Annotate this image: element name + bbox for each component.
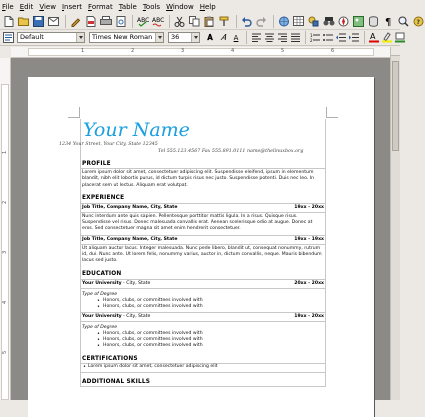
- menu-view[interactable]: View: [39, 2, 56, 11]
- school-dates: 20xx - 20xx: [294, 280, 324, 286]
- gallery-icon: [353, 16, 364, 27]
- menu-table[interactable]: Table: [118, 2, 137, 11]
- database-icon: [368, 16, 379, 27]
- zoom-button[interactable]: [397, 15, 410, 28]
- toolbar-separator: [246, 31, 247, 44]
- decrease-indent-icon: [336, 33, 346, 42]
- autospellcheck-button[interactable]: [151, 15, 164, 28]
- paste-button[interactable]: [203, 15, 216, 28]
- edit-file-button[interactable]: [69, 15, 82, 28]
- increase-indent-button[interactable]: [348, 32, 360, 44]
- paintbrush-icon: [219, 16, 230, 27]
- experience-heading: EXPERIENCE: [82, 194, 125, 201]
- hyperlink-button[interactable]: [277, 15, 290, 28]
- scroll-up-button[interactable]: [391, 47, 400, 56]
- toolbar-separator: [273, 15, 274, 28]
- job-row: [81, 235, 325, 245]
- printer-icon: [100, 16, 112, 26]
- school-name: Your University: [82, 280, 122, 286]
- school-name: Your University: [82, 314, 122, 320]
- svg-text:A: A: [370, 32, 376, 41]
- italic-button[interactable]: [217, 32, 229, 44]
- page-preview-icon: [116, 16, 126, 27]
- degree-type: Type of Degree: [82, 291, 118, 297]
- toolbar-separator: [169, 15, 170, 28]
- honors-item: • Honors, clubs, or committees involved with: [81, 298, 325, 304]
- align-center-icon: [265, 33, 274, 42]
- draw-shapes-icon: [308, 16, 319, 27]
- background-color-button[interactable]: [394, 32, 406, 44]
- menu-tools[interactable]: Tools: [142, 2, 161, 11]
- honors-item: • Honors, clubs, or committees involved with: [81, 337, 325, 343]
- school-location: - City, State: [121, 280, 151, 286]
- svg-text:2: 2: [310, 38, 313, 43]
- clone-formatting-button[interactable]: [218, 15, 231, 28]
- draw-functions-button[interactable]: [307, 15, 320, 28]
- align-left-button[interactable]: [250, 32, 262, 44]
- folder-icon: [18, 16, 30, 26]
- ruler-number: 5: [281, 48, 285, 54]
- job-description: Ut aliquam auctor lacus. Integer malesuada. Nunc pede libero, blandit ut, consequat nonummy, rutrum id, dui. Nunc ante. Ut lorem felis, nonummy varius, auctor in, dictum convallis, neque. Mauris bibendum lacus sed justo.: [82, 245, 322, 264]
- justify-button[interactable]: [289, 32, 301, 44]
- school-name-line: [82, 314, 150, 320]
- navigator-button[interactable]: [337, 15, 350, 28]
- styles-formatting-button[interactable]: [2, 31, 15, 44]
- new-document-button[interactable]: [2, 15, 15, 28]
- toolbar-separator: [65, 15, 66, 28]
- job-description: Nunc interdum ante quis sapien. Pellentesque porttitor mattis ligula. In a risus. Quisque risus. Suspendisse vel risus. Donec malesuada convallis erat. Aenean scelerisque odio at augue. Donec at eros. Sed consectetuer magna sit amet enim hendrerit consectetuer.: [82, 213, 313, 232]
- certifications-heading: CERTIFICATIONS: [82, 355, 138, 362]
- ruler-number: 1: [2, 150, 8, 154]
- undo-button[interactable]: [240, 15, 253, 28]
- ruler-number: 2: [131, 48, 135, 54]
- gallery-button[interactable]: [352, 15, 365, 28]
- save-button[interactable]: [32, 15, 45, 28]
- school-row: [81, 312, 325, 322]
- crop-mark: [326, 107, 327, 118]
- document-workspace: [11, 58, 390, 400]
- resume-name: Your Name: [83, 119, 190, 141]
- ruler-number: 3: [2, 250, 8, 254]
- menu-edit[interactable]: Edit: [19, 2, 34, 11]
- menu-format[interactable]: Format: [88, 2, 113, 11]
- school-name-line: [82, 281, 150, 287]
- job-row: [81, 203, 325, 213]
- degree-type: Type of Degree: [82, 325, 118, 331]
- highlighting-button[interactable]: [381, 32, 393, 44]
- profile-heading: PROFILE: [82, 161, 111, 167]
- toolbar-separator: [236, 15, 237, 28]
- pdf-icon: [86, 16, 96, 27]
- formatting-toolbar: [0, 30, 400, 46]
- vertical-scrollbar[interactable]: [390, 47, 400, 400]
- scissors-icon: [174, 16, 185, 27]
- bullet-list-icon: [323, 33, 333, 42]
- ruler-text-area: [28, 48, 374, 56]
- copy-button[interactable]: [188, 15, 201, 28]
- table-icon: [293, 16, 304, 26]
- toolbar-separator: [364, 31, 365, 44]
- save-icon: [33, 16, 44, 27]
- crop-mark: [326, 117, 338, 118]
- ruler-number: 6: [331, 48, 335, 54]
- paragraph-style-value: Default: [20, 33, 44, 41]
- help-button[interactable]: [412, 15, 425, 28]
- email-button[interactable]: [47, 15, 60, 28]
- scrollbar-thumb[interactable]: [392, 61, 399, 151]
- cut-button[interactable]: [173, 15, 186, 28]
- school-dates: 19xx - 20xx: [294, 314, 324, 320]
- decrease-indent-button[interactable]: [335, 32, 347, 44]
- spellcheck-button[interactable]: [136, 15, 149, 28]
- honors-item: • Honors, clubs, or committees involved with: [81, 304, 325, 310]
- open-button[interactable]: [17, 15, 30, 28]
- ruler-number: 4: [2, 300, 8, 304]
- document-page[interactable]: [28, 77, 374, 417]
- numbered-list-icon: [310, 33, 320, 42]
- education-heading: EDUCATION: [82, 270, 122, 277]
- compass-icon: [338, 16, 349, 27]
- redo-button[interactable]: [255, 15, 268, 28]
- menu-file[interactable]: File: [2, 2, 14, 11]
- honors-item: • Honors, clubs, or committees involved with: [81, 343, 325, 349]
- honors-item: • Honors, clubs, or committees involved with: [81, 331, 325, 337]
- pencil-icon: [70, 16, 81, 27]
- resume-document[interactable]: [59, 119, 326, 387]
- pilcrow-icon: [384, 16, 394, 27]
- paragraph-style-select[interactable]: [17, 32, 85, 43]
- clipboard-icon: [204, 16, 215, 27]
- redo-icon: [256, 16, 267, 27]
- print-button[interactable]: [99, 15, 112, 28]
- chevron-down-icon: [155, 33, 163, 42]
- font-name-select[interactable]: [89, 32, 164, 43]
- font-color-icon: [369, 32, 379, 43]
- align-center-button[interactable]: [263, 32, 275, 44]
- menu-bar: [0, 0, 400, 13]
- hyperlink-icon: [278, 16, 290, 27]
- school-row: [81, 279, 325, 289]
- ruler-number: 2: [2, 200, 8, 204]
- mail-icon: [48, 17, 59, 26]
- copy-icon: [189, 16, 200, 27]
- justify-icon: [291, 33, 300, 42]
- bullets-button[interactable]: [322, 32, 334, 44]
- toolbar-separator: [132, 15, 133, 28]
- font-name-value: Times New Roman: [92, 33, 153, 41]
- menu-help[interactable]: Help: [199, 2, 216, 11]
- chevron-down-icon: [191, 33, 199, 42]
- page-preview-button[interactable]: [114, 15, 127, 28]
- menu-insert[interactable]: Insert: [61, 2, 83, 11]
- data-sources-button[interactable]: [367, 15, 380, 28]
- ruler-number: 4: [231, 48, 235, 54]
- binoculars-icon: [323, 16, 335, 27]
- job-dates: 19xx - 19xx: [294, 236, 324, 242]
- svg-text:¶: ¶: [384, 16, 391, 28]
- horizontal-ruler[interactable]: [11, 47, 400, 58]
- help-icon: [413, 16, 424, 27]
- increase-indent-icon: [349, 33, 359, 42]
- underline-button[interactable]: [230, 32, 242, 44]
- certification-item: • Lorem ipsum dolor sit amet, consectetuer adipiscing elit: [81, 364, 325, 370]
- align-right-button[interactable]: [276, 32, 288, 44]
- job-title: Job Title, Company Name, City, State: [82, 236, 178, 242]
- align-left-icon: [252, 33, 261, 42]
- svg-text:?: ?: [416, 18, 420, 26]
- bold-icon: 𝐀: [207, 32, 213, 42]
- school-location: - City, State: [121, 314, 151, 320]
- align-right-icon: [278, 33, 287, 42]
- spellcheck-icon: [137, 16, 148, 27]
- resume-contact: Tel 555.123.4567 Fax 555.891.0111 name@thelinuxbox.org: [158, 149, 304, 154]
- styles-icon: [3, 32, 14, 43]
- italic-icon: 𝐴: [220, 32, 226, 42]
- highlighter-icon: [382, 32, 392, 43]
- numbering-button[interactable]: [309, 32, 321, 44]
- additional-skills-heading: ADDITIONAL SKILLS: [82, 378, 151, 385]
- autospellcheck-icon: [152, 16, 163, 27]
- svg-text:1: 1: [310, 33, 313, 38]
- zoom-icon: [398, 16, 409, 27]
- export-pdf-button[interactable]: [84, 15, 97, 28]
- crop-mark: [79, 107, 80, 118]
- undo-icon: [241, 16, 252, 27]
- table-button[interactable]: [292, 15, 305, 28]
- underline-icon: A: [233, 33, 239, 42]
- background-color-icon: [395, 32, 405, 43]
- font-size-select[interactable]: [168, 32, 200, 43]
- vertical-ruler[interactable]: [0, 58, 11, 400]
- standard-toolbar: [0, 13, 420, 30]
- font-size-value: 36: [171, 33, 180, 41]
- svg-text:ABC: ABC: [152, 16, 165, 24]
- section-divider: [81, 386, 325, 387]
- ruler-number: 1: [81, 48, 85, 54]
- ruler-number: 3: [181, 48, 185, 54]
- chevron-down-icon: [76, 33, 84, 42]
- bold-button[interactable]: [204, 32, 216, 44]
- job-title: Job Title, Company Name, City, State: [82, 204, 178, 210]
- job-dates: 19xx - 20xx: [294, 204, 324, 210]
- svg-text:ABC: ABC: [137, 16, 150, 24]
- menu-window[interactable]: Window: [166, 2, 194, 11]
- ruler-number: 5: [2, 350, 8, 354]
- toolbar-separator: [305, 31, 306, 44]
- section-divider: [81, 372, 325, 373]
- new-document-icon: [4, 16, 14, 27]
- font-color-button[interactable]: [368, 32, 380, 44]
- profile-text: Lorem ipsum dolor sit amet, consectetuer adipiscing elit. Suspendisse eleifend, ipsum in elementum blandit, nibh elit lobortis purus, id dictum turpis risus nec justo. Suspendisse potenti. Duis nec leo. In placerat sem ut lectus. Aliquam erat volutpat.: [82, 170, 314, 188]
- resume-address: 1234 Your Street, Your City, State 12345: [59, 142, 158, 147]
- find-replace-button[interactable]: [322, 15, 335, 28]
- nonprinting-chars-button[interactable]: [382, 15, 395, 28]
